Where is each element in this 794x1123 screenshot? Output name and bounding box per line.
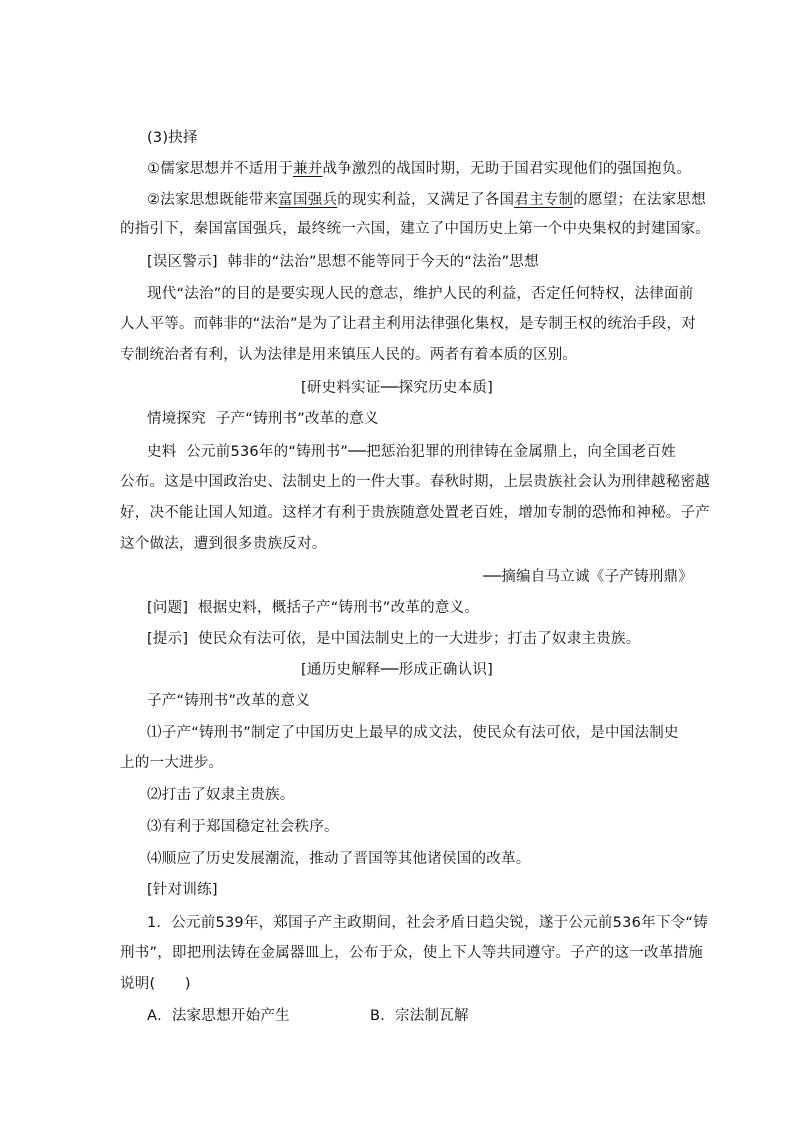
list-item: ⑵打击了奴隶主贵族。 bbox=[147, 787, 295, 803]
option-a[interactable]: A．法家思想开始产生 bbox=[147, 1008, 290, 1024]
warning-text-line: 专制统治者有利，认为法律是用来镇压人民的。两者有着本质的区别。 bbox=[120, 347, 578, 363]
source-line: 公布。这是中国政治史、法制史上的一件大事。春秋时期，上层贵族社会认为刑律越秘密越 bbox=[120, 474, 710, 490]
question-text-line: 刑书”，即把刑法铸在金属器皿上，公布于众，使上下人等共同遵守。子产的这一改革措施 bbox=[120, 945, 704, 961]
hint-label: [提示] bbox=[147, 631, 189, 647]
choice-point-2: ②法家思想既能带来富国强兵的现实利益，又满足了各国君主专制的愿望；在法家思想 bbox=[147, 192, 706, 208]
choice-heading: (3)抉择 bbox=[147, 130, 198, 146]
warning-label: [误区警示] bbox=[147, 254, 218, 270]
source-line: 史料 公元前536年的“铸刑书”──把惩治犯罪的刑律铸在金属鼎上，向全国老百姓 bbox=[147, 444, 676, 460]
section-heading-sources: [研史料实证──探究历史本质] bbox=[300, 380, 494, 396]
source-line: 这个做法，遭到很多贵族反对。 bbox=[120, 536, 327, 552]
list-item: ⑷顺应了历史发展潮流，推动了晋国等其他诸侯国的改革。 bbox=[147, 851, 531, 867]
underlined-term: 富国强兵 bbox=[278, 192, 338, 208]
list-item: ⑴子产“铸刑书”制定了中国历史上最早的成文法，使民众有法可依，是中国法制史 bbox=[147, 725, 679, 741]
question-line: [问题] 根据史料，概括子产“铸刑书”改革的意义。 bbox=[147, 600, 480, 616]
warning-text-line: 现代“法治”的目的是要实现人民的意志，维护人民的利益，否定任何特权，法律面前 bbox=[147, 286, 694, 302]
training-heading: [针对训练] bbox=[147, 882, 218, 898]
underlined-term: 君主专制 bbox=[514, 192, 574, 208]
warning-text-line: 人人平等。而韩非的“法治”是为了让君主利用法律强化集权，是专制王权的统治手段，对 bbox=[120, 316, 697, 332]
choice-point-2-cont: 的指引下，秦国富国强兵，最终统一六国，建立了中国历史上第一个中央集权的封建国家。 bbox=[120, 221, 710, 237]
source-citation: ──摘编自马立诚《子产铸刑鼎》 bbox=[483, 569, 693, 585]
option-b[interactable]: B．宗法制瓦解 bbox=[370, 1008, 469, 1024]
section-heading-interpretation: [通历史解释──形成正确认识] bbox=[300, 662, 494, 678]
hint-line: [提示] 使民众有法可依，是中国法制史上的一大进步；打击了奴隶主贵族。 bbox=[147, 631, 641, 647]
warning-heading bbox=[147, 252, 539, 272]
list-item-cont: 上的一大进步。 bbox=[120, 755, 224, 771]
warning-title: 韩非的“法治”思想不能等同于今天的“法治”思想 bbox=[227, 254, 539, 270]
underlined-term: 兼并 bbox=[293, 161, 323, 177]
question-label: [问题] bbox=[147, 600, 189, 616]
interpretation-subtitle: 子产“铸刑书”改革的意义 bbox=[147, 693, 311, 709]
question-text-line: 说明( ) bbox=[120, 976, 191, 992]
inquiry-heading: 情境探究 子产“铸刑书”改革的意义 bbox=[147, 411, 379, 427]
source-label: 史料 bbox=[147, 444, 177, 460]
source-line: 好，决不能让国人知道。这样才有利于贵族随意处置老百姓，增加专制的恐怖和神秘。子产 bbox=[120, 505, 710, 521]
question-text-line: 1．公元前539年，郑国子产主政期间，社会矛盾日趋尖锐，遂于公元前536年下令“铸 bbox=[147, 915, 708, 931]
list-item: ⑶有利于郑国稳定社会秩序。 bbox=[147, 819, 339, 835]
choice-point-1: ①儒家思想并不适用于兼并战争激烈的战国时期，无助于国君实现他们的强国抱负。 bbox=[147, 161, 692, 177]
